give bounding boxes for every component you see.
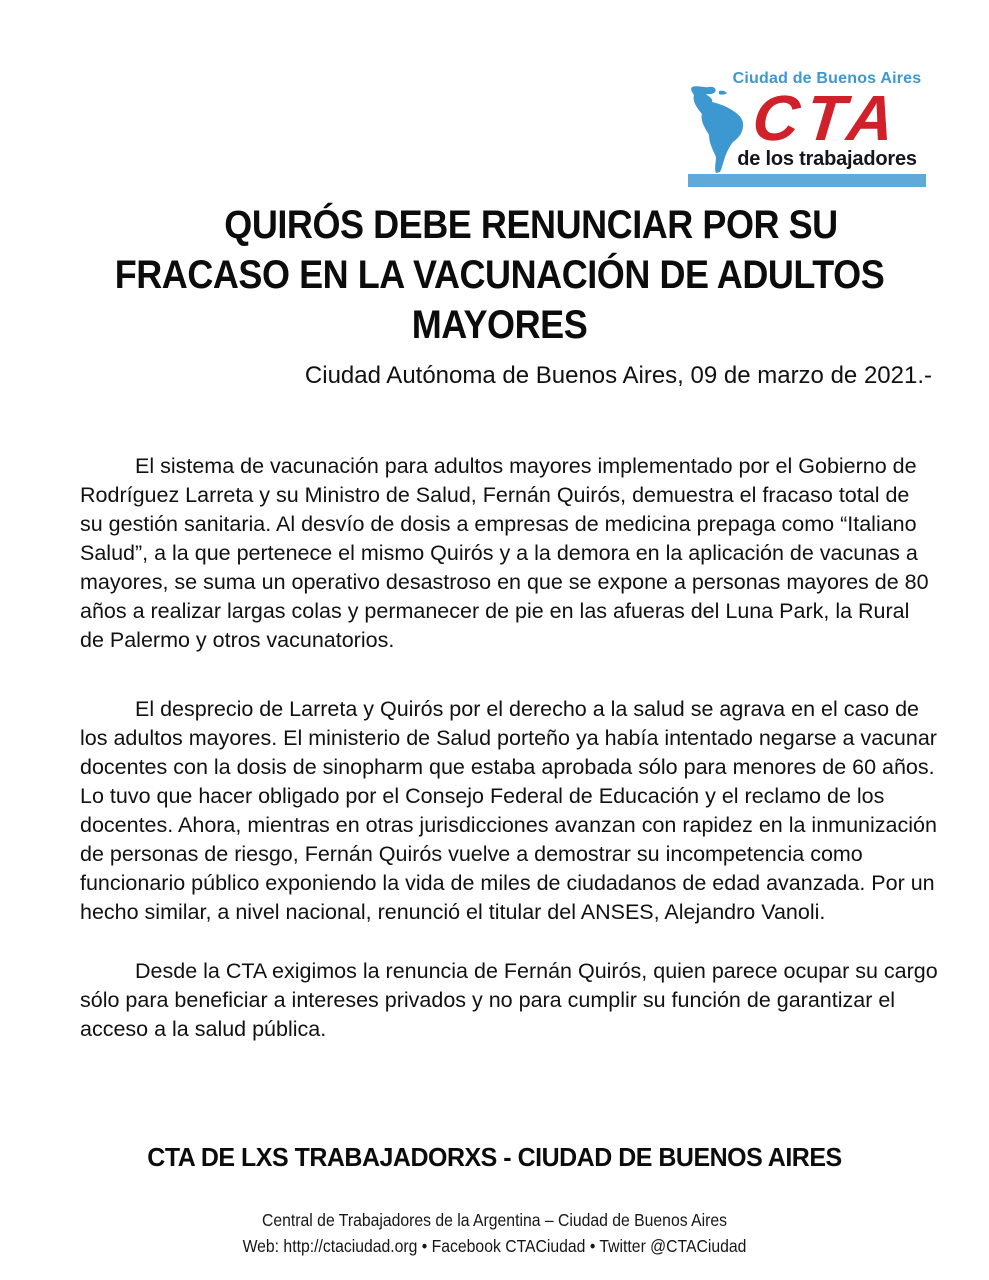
paragraph-2: El desprecio de Larreta y Quirós por el derecho a la salud se agrava en el caso de los adultos mayores. El ministerio de Salud porteño ya había intentado negarse a vacunar docentes con la dosis de sinopharm que estaba aprobada sólo para menores de 60 años. Lo tuvo que hacer obligado por el Consejo Federal de Educación y el reclamo de los docentes. Ahora, mientras en otras jurisdicciones avanzan con rapidez en la inmunización de personas de riesgo, Fernán Quirós vuelve a demostrar su incompetencia como funcionario público exponiendo la vida de miles de ciudadanos de edad avanzada. Por un hecho similar, a nivel nacional, renunció el titular del ANSES, Alejandro Vanoli. [80,697,937,924]
title-line-3: MAYORES [411,303,588,347]
document-footer [49,1207,939,1259]
title-line-2: FRACASO EN LA VACUNACIÓN DE ADULTOS [114,253,885,297]
paragraph-3: Desde la CTA exigimos la renuncia de Fernán Quirós, quien parece ocupar su cargo sólo para beneficiar a intereses privados y no para cumplir su función de garantizar el acceso a la salud pública. [80,959,938,1041]
logo-acronym: CTA [749,82,905,154]
logo-blue-bar [688,174,926,187]
footer-org-line: Central de Trabajadores de la Argentina – Ciudad de Buenos Aires [262,1210,727,1230]
dateline: Ciudad Autónoma de Buenos Aires, 09 de marzo de 2021.- [304,362,932,389]
footer-contact-line: Web: http://ctaciudad.org • Facebook CTACiudad • Twitter @CTACiudad [242,1236,747,1256]
document-body [80,452,938,1044]
logo-tagline: de los trabajadores [737,147,917,170]
paragraph-1: El sistema de vacunación para adultos mayores implementado por el Gobierno de Rodríguez Larreta y su Ministro de Salud, Fernán Quirós, demuestra el fracaso total de su gestión sanitaria. Al desvío de dosis a empresas de medicina prepaga como “Italiano Salud”, a la que pertenece el mismo Quirós y a la demora en la aplicación de vacunas a mayores, se suma un operativo desastroso en que se expone a personas mayores de 80 años a realizar largas colas y permanecer de pie en las afueras del Luna Park, la Rural de Palermo y otros vacunatorios. [80,454,929,652]
signature-heading: CTA DE LXS TRABAJADORXS - CIUDAD DE BUENOS AIRES [147,1142,842,1172]
title-line-1: QUIRÓS DEBE RENUNCIAR POR SU [224,203,838,247]
document-title [108,200,890,350]
logo-city-label: Ciudad de Buenos Aires [732,70,922,87]
cta-logo [688,70,926,187]
cta-logo-inner [688,70,926,171]
